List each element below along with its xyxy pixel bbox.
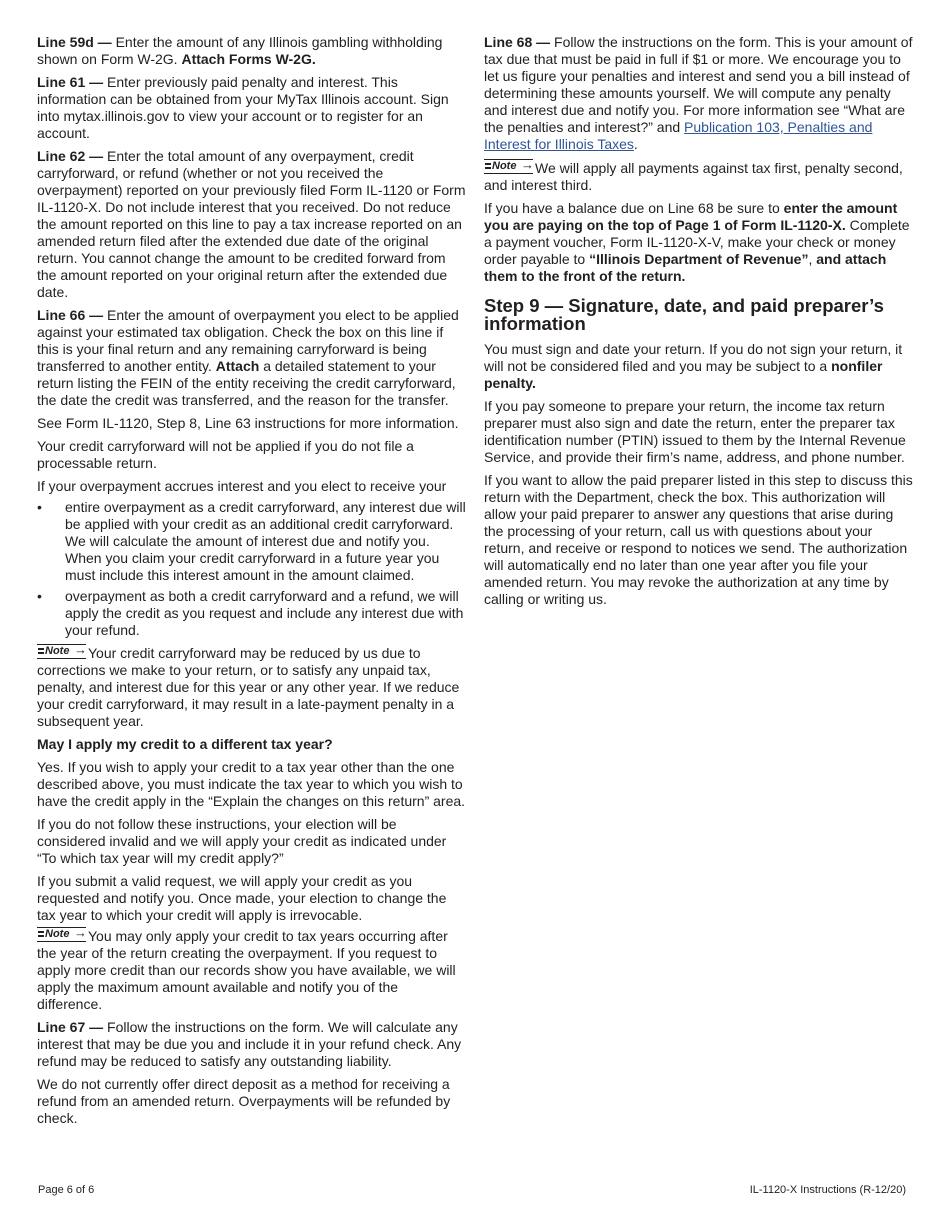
apply-paragraph-2: If you do not follow these instructions, your election will be considered invalid and we will apply your credit as indicated under “To which tax year will my credit apply?” — [37, 816, 447, 866]
note-icon-label: Note — [45, 928, 70, 940]
line-66-attach: Attach — [215, 358, 260, 374]
overpayment-bullet-list — [37, 499, 467, 639]
apply-paragraph-1: Yes. If you wish to apply your credit to a tax year other than the one described above, you must indicate the tax year to which you wish to have the credit apply in the “Explain the changes on this return” area. — [37, 759, 466, 809]
line-67-text: Follow the instructions on the form. We will calculate any interest that may be due you and include it in your refund check. Any refund may be reduced to satisfy any outstanding liability. — [37, 1019, 462, 1069]
line-67-paragraph — [37, 1019, 467, 1070]
accrues-paragraph: If your overpayment accrues interest and you elect to receive your — [37, 478, 447, 494]
sign-text: You must sign and date your return. If you do not sign your return, it will not be considered filed and you may be subject to a — [484, 341, 903, 374]
publication-103-link[interactable]: Publication 103, Penalties and Interest for Illinois Taxes — [484, 119, 873, 152]
apply-paragraph-3: If you submit a valid request, we will apply your credit as you requested and notify you. Once made, your election to change the tax year to which your credit will apply is irrevocable. — [37, 873, 447, 923]
line-66-text-b: a detailed statement to your return listing the FEIN of the entity receiving the credit carryforward, the date the credit was transferred, and the reason for the transfer. — [37, 358, 456, 408]
note-1-text: Your credit carryforward may be reduced by us due to corrections we make to your return, or to satisfy any unpaid tax, penalty, and interest due for this year or any other year. If we reduce your credit carryforward, it may result in a late-payment penalty in a subsequent year. — [37, 645, 460, 729]
note-icon-label: Note — [45, 645, 70, 657]
line-68-text: Follow the instructions on the form. This is your amount of tax due that must be paid in full if $1 or more. We encourage you to let us figure your penalties and interest and send you a bill instead of determining these amounts yourself. We will compute any penalty and interest due and notify you. For more information see “What are the penalties and interest?” and — [484, 34, 913, 135]
sign-paragraph — [484, 341, 914, 392]
line-59d-text: Enter the amount of any Illinois gambling withholding shown on Form W-2G. — [37, 34, 443, 67]
balance-due-paragraph — [484, 200, 914, 285]
left-column — [37, 34, 467, 1133]
right-column — [484, 34, 914, 614]
balance-bold-enter-amount: enter the amount you are paying on the top of Page 1 of Form IL-1120-X. — [484, 200, 898, 233]
line-68-paragraph: Line 68 — Follow the instructions on the form. This is your amount of tax due that must be paid in full if $1 or more. We encourage you to let us figure your penalties and interest and send you a bill instead of determining these amounts yourself. We will compute any penalty and interest due and notify you. For more information see “What are the penalties and interest?” and Publication 103, Penalties and Interest for Illinois Taxes. — [484, 34, 913, 152]
footer-form-id: IL-1120-X Instructions (R-12/20) — [749, 1184, 906, 1196]
balance-bold-payee: “Illinois Department of Revenue” — [589, 251, 809, 267]
balance-comma: , — [808, 251, 813, 267]
note-2-text: You may only apply your credit to tax years occurring after the year of the return creating the overpayment. If you request to apply more credit than our records show you have available, we will apply the maximum amount available and notify you of the difference. — [37, 928, 456, 1012]
note-icon-label: Note — [492, 160, 517, 172]
line-66-paragraph — [37, 307, 467, 409]
line-67-label: Line 67 — — [37, 1019, 104, 1035]
note-icon: Note → — [484, 159, 533, 174]
line-61-paragraph — [37, 74, 467, 142]
note-2-paragraph — [37, 927, 467, 1013]
direct-deposit-paragraph: We do not currently offer direct deposit as a method for receiving a refund from an amended return. Overpayments will be refunded by check. — [37, 1076, 451, 1126]
balance-text-a: If you have a balance due on Line 68 be sure to — [484, 200, 780, 216]
step-9-heading: Step 9 — Signature, date, and paid preparer’s information — [484, 295, 884, 334]
line-68-label: Line 68 — — [484, 34, 551, 50]
list-item: • overpayment as both a credit carryforward and a refund, we will apply the credit as you request and include any interest due with your refund. — [37, 588, 467, 639]
line-59d-paragraph — [37, 34, 467, 68]
line-59d-label: Line 59d — — [37, 34, 112, 50]
not-applied-paragraph: Your credit carryforward will not be applied if you do not file a processable return. — [37, 438, 414, 471]
see-form-paragraph: See Form IL-1120, Step 8, Line 63 instructions for more information. — [37, 415, 459, 431]
balance-bold-attach: and attach them to the front of the return. — [484, 251, 887, 284]
note-3-text: We will apply all payments against tax first, penalty second, and interest third. — [484, 160, 903, 193]
note-3-paragraph — [484, 159, 914, 194]
nonfiler-penalty: nonfiler penalty. — [484, 358, 883, 391]
note-1-paragraph — [37, 644, 467, 730]
line-62-label: Line 62 — — [37, 148, 104, 164]
authorization-paragraph: If you want to allow the paid preparer listed in this step to discuss this return with the Department, check the box. This authorization will allow your paid preparer to answer any questions that arise during the processing of your return, call us with questions about your return, and receive or respond to notices we send. The authorization will automatically end no later than one year after you file your amended return. You may revoke the authorization at any time by calling or writing us. — [484, 472, 913, 607]
line-59d-attach: Attach Forms W-2G. — [181, 51, 316, 67]
line-66-text-a: Enter the amount of overpayment you elect to be applied against your estimated tax obligation. Check the box on this line if this is your final return and any remaining carryforward is being transferred to another entity. — [37, 307, 459, 374]
footer-page-number: Page 6 of 6 — [38, 1184, 95, 1196]
line-62-text: Enter the total amount of any overpayment, credit carryforward, or refund (whether or not you received the overpayment) reported on your previously filed Form IL-1120 or Form IL-1120-X. Do not include interest that you received. Do not reduce the amount reported on this line to pay a tax increase reported on an amended return filed after the extended due date of the original return. You cannot change the amount to be credited forward from the amount reported on your original return after the extended due date. — [37, 148, 466, 300]
line-66-label: Line 66 — — [37, 307, 104, 323]
preparer-paragraph: If you pay someone to prepare your return, the income tax return preparer must also sign and date the return, enter the preparer tax identification number (PTIN) issued to them by the Internal Revenue Service, and provide their firm’s name, address, and phone number. — [484, 398, 906, 465]
note-icon: Note → — [37, 644, 86, 659]
line-62-paragraph — [37, 148, 467, 301]
apply-credit-heading: May I apply my credit to a different tax year? — [37, 736, 333, 752]
line-61-label: Line 61 — — [37, 74, 104, 90]
list-item: • entire overpayment as a credit carryforward, any interest due will be applied with your credit as an additional credit carryforward. We will calculate the amount of interest due and notify you. When you claim your credit carryforward in a future year you must include this interest amount in the amount claimed. — [37, 499, 467, 584]
line-61-text: Enter previously paid penalty and interest. This information can be obtained from your MyTax Illinois account. Sign into mytax.illinois.gov to view your account or to register for an account. — [37, 74, 449, 141]
note-icon: Note → — [37, 927, 86, 942]
balance-text-b: Complete a payment voucher, Form IL-1120-X-V, make your check or money order payable to — [484, 217, 910, 267]
